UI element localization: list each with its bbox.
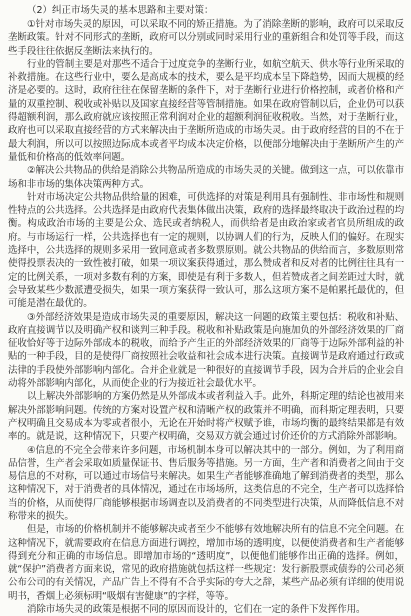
paragraph-market-transparency: 但是，市场的价格机制并不能够解决或者至少不能够有效地解决所有的信息不完全问题。在这种情况下，就需要政府在信息方面进行调控，增加市场的透明度，以便使消费者和生产者能够得到充分和正确的市场信息。即增加市场的“透明度”，以便他们能够作出正确的选择。例如，就“保护”消费者方面来说，常见的政府措施就包括这样一些规定：发行新股票或债券的公司必须公布公司的有关情况，产品广告上不得有不合乎实际的夸大之辞，某些产品必须有详细的使用说明书，香烟上必须标明“吸烟有害健康”的字样，等等。 bbox=[8, 524, 404, 602]
paragraph-externalities: ③外部经济效果是造成市场失灵的重要原因，解决这一问题的政策主要包括：税收和补贴、政府直接调节以及明确产权和谈判三种手段。税收和补贴政策是向施加负的外部经济效果的厂商征收恰好等于边际外部成本的税收，而给予产生正的外部经济效果的厂商等于边际外部利益的补贴的一种手段，目的是使得厂商按照社会收益和社会成本进行决策。直接调节是政府通过行政或法律的手段使外部影响内部化。合并企业就是一种很好的直接调节手段，因为合并后的企业会自动将外部影响内部化，从而使企业的行为接近社会最优水平。 bbox=[8, 311, 404, 390]
paragraph-conclusion: 消除市场失灵的政策是根据不同的原因而设计的，它们在一定的条件下发挥作用。 bbox=[27, 604, 366, 616]
paragraph-information: ④信息的不完全会带来许多问题，市场机制本身可以解决其中的一部分。例如，为了利用商品信誉，生产者会采取如质量保证书、售后服务等措施。另一方面，生产者和消费者之间由于交易信息的不对称，可以通过市场信号来解决。如果生产者能够准确地了解到消费者的类型，那么这种情况下，对于消费者的具体情况，通过在市场场所，这类信息的不完全，生产者可以选择恰当的价格，从而使得厂商能够根据市场调查以及消费者的不同类型进行决策，从而降低信息不对称带来的损失。 bbox=[8, 444, 404, 522]
paragraph-public-choice: 针对市场决定公共物品供给量的困难，可供选择的对策是利用具有强制性、非市场性和规则性特点的公共选择。公共选择是由政府代表集体做出决策，政府的选择最终取决于政治过程的均衡。构成政治市场的主要是公众、选民或者纳税人，而供给者是由政治家或者官员所组成的政府。与市场运行一样，公共选择也有一定的规则，以协调人们的行为，反映人们的偏好。在现实选择中，公共选择的规则多采用一致同意或者多数票原则。就公共物品的供给而言，多数原则常使得投票表决的一致性被打破，如果一项议案获得通过，那么赞成者和反对者的比例往往具有一定的比例关系，一项对多数有利的方案，即使是有利于多数人，但若赞成者之间差距过大时，就会导致某些少数派遭受损失，如果一项方案获得一致认可，那么这项方案不是帕累托最优的，但可能是潜在最优的。 bbox=[8, 191, 404, 310]
paragraph-antitrust: ①针对市场失灵的原因，可以采取不同的矫正措施。为了消除垄断的影响，政府可以采取反垄断政策。针对不同形式的垄断，政府可以分别或同时采用行业的重新组合和处罚等手段，而这些手段往往依据反垄断法来执行的。 bbox=[8, 19, 404, 57]
paragraph-public-goods: ②解决公共物品的供给是消除公共物品所造成的市场失灵的关键。做到这一点，可以依靠市场和非市场的集体决策两种方式。 bbox=[8, 165, 404, 190]
paragraph-industry-regulation: 行业的管制主要是对那些不适合于过度竞争的垄断行业，如航空航天、供水等行业所采取的补救措施。在这些行业中，要么是高成本的技术，要么是平均成本呈下降趋势，因而大规模的经济是必要的。这时，政府往往在保留垄断的条件下，对于垄断行业进行价格控制，或者价格和产量的双重控制、税收或补贴以及国家直接经营等管制措施。如果在政府管制以后，企业仍可以获得超额利润，那么政府就应该按照正常利润对企业的超额利润征收税收。当然，对于垄断行业，政府也可以采取直接经营的方式来解决由于垄断所造成的市场失灵。由于政府经营的目的不在于最大利润，所以可以按照边际成本或者平均成本决定价格，以便部分地解决由于垄断所产生的产量低和价格高的低效率问题。 bbox=[8, 58, 404, 163]
paragraph-coase-theorem: 以上解决外部影响的方案仍然是从外部成本或者利益入手。此外，科斯定理的结论也被用来解决外部影响问题。传统的方案对设置产权和清晰产权的政策并不明确，而科斯定理表明，只要产权明确且交易成本为零或者很小，无论在开始时将产权赋予谁，市场均衡的最终结果都是有效率的。就是说，这种情况下，只要产权明确，交易双方就会通过讨价还价的方式消除外部影响。 bbox=[8, 391, 404, 443]
section-heading: （2）纠正市场失灵的基本思路和主要对策： bbox=[27, 5, 214, 16]
